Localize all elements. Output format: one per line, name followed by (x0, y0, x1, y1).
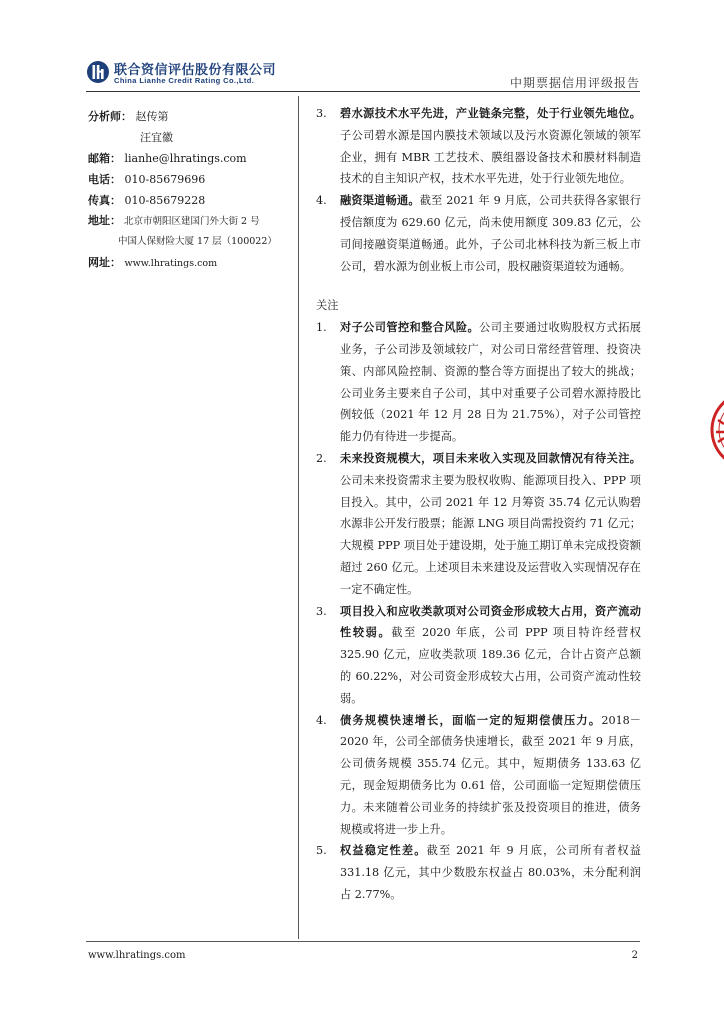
address-line-1: 北京市朝阳区建国门外大街 2 号 (124, 216, 260, 227)
analyst-name: 赵传第 (135, 110, 169, 123)
concern-item (316, 840, 641, 905)
phone-label: 电话： (88, 173, 121, 186)
item-title: 未来投资规模大，项目未来收入实现及回款情况有待关注。 (340, 451, 641, 465)
item-title: 权益稳定性差。 (340, 844, 427, 858)
company-name-en: China Lianhe Credit Rating Co.,Ltd. (114, 76, 255, 85)
item-body: 公司未来投资需求主要为股权收购、能源项目投入、PPP 项目投入。其中，公司 2021 年 12 月筹资 35.74 亿元认购碧水源非公开发行股票；能源 LNG 项目尚需投资约 71 亿元；大规模 PPP 项目处于建设期，处于施工期订单未完成投资额超过 260 亿元。上述项目未来建设及运营收入实现情况存在一定不确定性。 (340, 473, 641, 596)
item-title: 债务规模快速增长，面临一定的短期偿债压力。 (340, 713, 602, 727)
item-number: 2. (316, 451, 327, 465)
email-row (88, 148, 293, 169)
company-logo (86, 60, 277, 88)
item-body: 2018－2020 年，公司全部债务快速增长，截至 2021 年 9 月底，公司债务规模 355.74 亿元。其中，短期债务 133.63 亿元，现金短期债务比为 0.61 倍，公司面临一定短期偿债压力。未来随着公司业务的持续扩张及投资项目的推进，债务规模或将进一步上升。 (340, 713, 641, 836)
item-title: 碧水源技术水平先进，产业链条完整，处于行业领先地位。 (340, 107, 641, 120)
item-number: 3. (316, 604, 327, 618)
analyst-row (88, 106, 293, 127)
fax-row (88, 190, 293, 211)
item-number: 4. (316, 713, 327, 727)
email-label: 邮箱： (88, 152, 121, 165)
item-title: 项目投入和应收类款项对公司资金形成较大占用，资产流动性较弱。 (340, 604, 641, 640)
item-title: 融资渠道畅通。 (340, 194, 420, 208)
footer-divider (86, 941, 640, 942)
item-number: 3. (316, 107, 327, 120)
contact-sidebar (88, 106, 293, 274)
item-body: 子公司碧水源是国内膜技术领域以及污水资源化领域的领军企业，拥有 MBR 工艺技术、膜组器设备技术和膜材料制造技术的自主知识产权，技术水平先进，处于行业领先地位。 (340, 128, 641, 186)
strength-item (316, 103, 641, 190)
address-label: 地址： (88, 214, 121, 227)
report-type: 中期票据信用评级报告 (509, 76, 640, 90)
website-label: 网址： (88, 256, 121, 269)
item-body: 截至 2020 年底，公司 PPP 项目特许经营权 325.90 亿元，应收类款项 189.36 亿元，合计占资产总额的 60.22%，对公司资金形成较大占用，公司资产流动性较弱。 (340, 626, 641, 705)
address-line-2: 中国人保财险大厦 17 层（100022） (118, 236, 277, 247)
phone-value: 010-85679696 (124, 173, 206, 186)
footer-website[interactable]: www.lhratings.com (88, 950, 186, 961)
analyst-name: 汪宜徽 (140, 131, 173, 144)
website-link[interactable]: www.lhratings.com (124, 258, 218, 269)
item-body: 公司主要通过收购股权方式拓展业务，子公司涉及领域较广，对公司日常经营管理、投资决策、内部风险控制、资源的整合等方面提出了较大的挑战；公司业务主要来自子公司，其中对重要子公司碧水源持股比例较低（2021 年 12 月 28 日为 21.75%），对子公司管控能力仍有待进一步提高。 (340, 321, 641, 444)
item-body: 截至 2021 年 9 月底，公司所有者权益 331.18 亿元，其中少数股东权益占 80.03%，未分配利润占 2.77%。 (340, 844, 641, 901)
seal-stamp-icon (708, 380, 724, 480)
fax-value: 010-85679228 (124, 194, 206, 207)
fax-label: 传真： (88, 194, 121, 207)
column-divider (298, 96, 299, 939)
item-number: 4. (316, 194, 327, 208)
analyst-label: 分析师： (88, 110, 132, 123)
company-name-cn: 联合资信评估股份有限公司 (114, 63, 277, 78)
website-row (88, 252, 293, 274)
concern-item (316, 601, 641, 710)
item-number: 1. (316, 321, 327, 335)
item-number: 5. (316, 844, 327, 858)
main-content (316, 103, 641, 906)
address-row (88, 211, 293, 232)
header-divider (86, 91, 640, 92)
analyst-row-2 (88, 127, 293, 148)
strength-item (316, 190, 641, 277)
email-link[interactable]: lianhe@lhratings.com (124, 152, 247, 165)
phone-row (88, 169, 293, 190)
concern-item (316, 317, 641, 448)
concerns-heading: 关注 (316, 299, 339, 313)
concern-item (316, 448, 641, 601)
item-title: 对子公司管控和整合风险。 (340, 321, 480, 335)
lianhe-logo-icon (86, 60, 110, 84)
item-body: 截至 2021 年 9 月底，公司共获得各家银行授信额度为 629.60 亿元，尚未使用额度 309.83 亿元，公司间接融资渠道畅通。此外，子公司北林科技为新三板上市公司，碧水源为创业板上市公司，股权融资渠道较为通畅。 (340, 194, 641, 273)
concern-item (316, 710, 641, 841)
address-row-2 (88, 232, 293, 252)
page-number: 2 (631, 950, 638, 961)
